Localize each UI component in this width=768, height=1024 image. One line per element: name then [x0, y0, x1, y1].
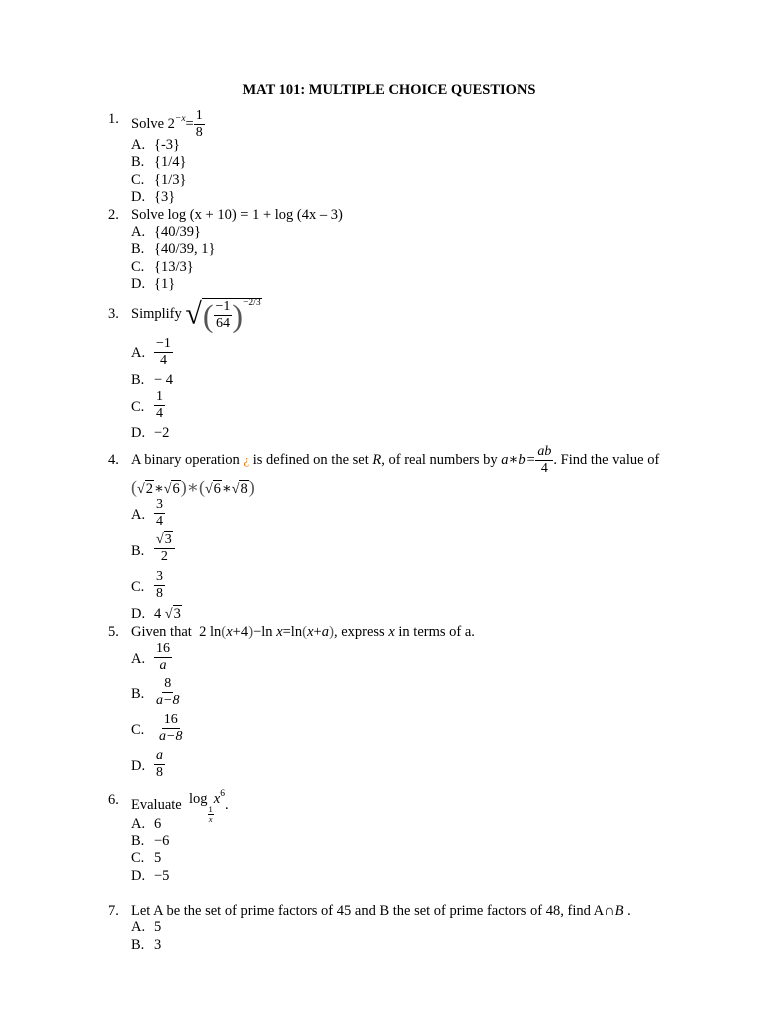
q5-opt-a-label: A.	[131, 651, 146, 667]
q1-number: 1.	[108, 111, 119, 127]
q4-text-part1: A binary operation	[131, 452, 240, 468]
q4-opt-c-fraction	[154, 570, 165, 601]
q4-opt-b-fraction	[154, 533, 175, 564]
q5-opt-d-den: 8	[156, 765, 163, 780]
radical-icon: √	[137, 482, 145, 497]
q2-opt-a-text: {40/39}	[154, 224, 201, 240]
radical-icon: √	[163, 482, 172, 497]
q1-opt-b-label: B.	[131, 154, 145, 170]
q6-text	[131, 789, 229, 829]
q4-opt-c-num: 3	[156, 569, 163, 584]
q4-opt-d	[154, 606, 182, 623]
q5-opt-d-label: D.	[131, 758, 146, 774]
q4-expression	[131, 479, 255, 498]
q4-opt-b-label: B.	[131, 543, 145, 559]
q2-opt-a-label: A.	[131, 224, 146, 240]
q5-eq-part5: )	[248, 624, 254, 640]
q1-opt-d-text: {3}	[154, 189, 176, 205]
q5-opt-b-label: B.	[131, 686, 145, 702]
q4-mid-op: )∗(	[180, 477, 205, 497]
q4-radicand-3: 6	[213, 481, 221, 497]
q1-opt-c-text: {1/3}	[154, 172, 187, 188]
q4-text-part2: is defined on the set	[252, 452, 369, 468]
q2-opt-d-label: D.	[131, 276, 146, 292]
q5-eq-part11: +	[313, 624, 322, 640]
page-title: MAT 101: MULTIPLE CHOICE QUESTIONS	[242, 82, 536, 98]
q5-eq-part10: x	[307, 624, 314, 640]
q6-var: x	[213, 791, 221, 807]
q4-star-2: ∗	[221, 481, 232, 497]
q3-frac-den: 64	[215, 316, 230, 331]
q5-opt-c-fraction	[157, 713, 184, 744]
q4-opt-a-label: A.	[131, 507, 146, 523]
radical-icon: √	[204, 482, 213, 497]
q6-base-num: 1	[208, 804, 213, 814]
q6-number: 6.	[108, 792, 119, 808]
q3-text	[131, 292, 262, 336]
q1-opt-b-text: {1/4}	[154, 154, 187, 170]
q4-opt-b	[154, 533, 175, 564]
q5-text-part3: in terms of a.	[398, 624, 475, 640]
q6-opt-d-label: D.	[131, 868, 146, 884]
q5-eq-part12: a	[321, 624, 329, 640]
q4-opt-a-fraction	[154, 498, 165, 529]
q5-eq-part1: 2 ln	[199, 624, 222, 640]
radical-icon: √	[231, 482, 240, 497]
q6-log: log	[188, 791, 208, 807]
q5-text	[131, 624, 475, 641]
q2-opt-b-label: B.	[131, 241, 145, 257]
q4-radicand-1: 2	[145, 481, 153, 497]
q4-opt-b-radicand: 3	[164, 532, 172, 547]
q2-number: 2.	[108, 207, 119, 223]
q6-exponent: 6	[220, 789, 225, 799]
q3-exponent: −2/3	[243, 297, 261, 308]
q2-text: Solve log (x + 10) = 1 + log (4x – 3)	[131, 207, 343, 223]
q3-opt-d-label: D.	[131, 425, 146, 441]
q5-number: 5.	[108, 624, 119, 640]
q5-opt-b-fraction	[154, 677, 181, 708]
q6-opt-b-text: −6	[154, 833, 170, 849]
q4-def-num: ab	[537, 444, 552, 460]
q5-eq-part3: x	[226, 624, 233, 640]
q7-set-b: B	[614, 903, 624, 919]
q3-opt-c	[154, 390, 165, 421]
q4-opt-d-label: D.	[131, 606, 146, 622]
q2-opt-b-text: {40/39, 1}	[154, 241, 216, 257]
q4-opt-b-num	[154, 533, 175, 549]
q5-opt-a-den: a	[159, 658, 167, 673]
q4-def-fraction	[535, 445, 553, 476]
q5-opt-a-fraction	[154, 642, 172, 673]
q1-opt-d-label: D.	[131, 189, 146, 205]
q1-opt-a-label: A.	[131, 137, 146, 153]
q3-opt-a-label: A.	[131, 345, 146, 361]
q5-opt-d-fraction	[154, 749, 165, 780]
q5-opt-c-num: 16	[163, 712, 178, 727]
q3-opt-b-text: − 4	[154, 372, 174, 388]
q3-number: 3.	[108, 306, 119, 322]
radical-icon: √	[185, 297, 202, 331]
q1-frac-den: 8	[195, 125, 203, 141]
q4-close-paren: )	[248, 477, 255, 497]
q1-exponent: −x	[174, 114, 186, 124]
q6-opt-b-label: B.	[131, 833, 145, 849]
q1-prefix: Solve	[131, 116, 165, 132]
q3-fraction	[214, 300, 233, 331]
q5-eq-part7: x	[276, 624, 283, 640]
q4-def-den: 4	[540, 461, 548, 477]
q4-open-paren: (	[131, 477, 137, 497]
radical-icon: √	[164, 607, 173, 622]
q3-opt-c-label: C.	[131, 399, 145, 415]
q2-opt-d-text: {1}	[154, 276, 176, 292]
q6-base-den: x	[208, 813, 213, 824]
q5-opt-b-num: 8	[164, 676, 172, 691]
q2-opt-c-text: {13/3}	[154, 259, 194, 275]
radical-icon: √	[156, 532, 164, 547]
q4-def-lhs: a∗b=	[501, 452, 536, 468]
q5-opt-a	[154, 642, 172, 673]
q5-var: x	[388, 624, 395, 640]
q4-opt-c-den: 8	[156, 586, 163, 601]
q4-opt-d-coef: 4	[154, 606, 162, 622]
q4-radicand-2: 6	[172, 481, 180, 497]
q5-eq-part2: (	[221, 624, 227, 640]
q5-opt-a-num: 16	[156, 641, 170, 656]
q6-opt-a-label: A.	[131, 816, 146, 832]
q7-opt-a-text: 5	[154, 919, 162, 935]
q5-opt-c-den: a−8	[159, 729, 183, 744]
q6-opt-c-text: 5	[154, 850, 162, 866]
q4-text-part4: . Find the value of	[553, 452, 660, 468]
q7-opt-a-label: A.	[131, 919, 146, 935]
q3-radicand	[202, 298, 262, 332]
q4-opt-a-den: 4	[156, 514, 163, 529]
q3-opt-c-den: 4	[156, 406, 163, 421]
q3-opt-c-num: 1	[156, 389, 163, 404]
q5-opt-d-num: a	[156, 748, 163, 763]
q5-eq-part8: =ln	[282, 624, 303, 640]
q5-opt-b-den: a−8	[156, 693, 180, 708]
q7-text-body: Let A be the set of prime factors of 45 and B the set of prime factors of 48, find A∩	[131, 903, 615, 919]
q4-opt-a-num: 3	[156, 497, 163, 512]
q6-prefix: Evaluate	[131, 797, 182, 813]
q5-opt-d	[154, 749, 165, 780]
q4-text-part3: , of real numbers by	[381, 452, 498, 468]
q3-opt-d-text: −2	[154, 425, 170, 441]
q4-opt-b-den: 2	[160, 549, 168, 564]
q5-text-part2: , express	[333, 624, 385, 640]
q3-opt-b-label: B.	[131, 372, 145, 388]
q1-opt-a-text: {-3}	[154, 137, 180, 153]
q4-star-1: ∗	[153, 481, 164, 497]
q6-suffix: .	[224, 797, 229, 813]
q4-set: R	[372, 452, 382, 468]
q6-opt-d-text: −5	[154, 868, 170, 884]
q5-text-part1: Given that	[131, 624, 192, 640]
q1-opt-c-label: C.	[131, 172, 145, 188]
q6-opt-a-text: 6	[154, 816, 162, 832]
q6-opt-c-label: C.	[131, 850, 145, 866]
q3-opt-a-fraction	[154, 337, 173, 368]
q4-number: 4.	[108, 452, 119, 468]
q4-opt-d-radicand: 3	[173, 606, 181, 622]
q1-base: 2	[167, 116, 175, 132]
q5-eq-part4: +4	[232, 624, 249, 640]
q1-fraction	[194, 109, 205, 140]
q5-opt-b	[154, 677, 181, 708]
q5-opt-c-label: C.	[131, 722, 145, 738]
q3-opt-c-fraction	[154, 390, 165, 421]
q5-eq-part9: (	[302, 624, 308, 640]
q5-opt-c	[157, 713, 184, 744]
q7-opt-b-text: 3	[154, 937, 162, 953]
q3-opt-a-den: 4	[159, 353, 167, 368]
q5-eq-part13: )	[328, 624, 334, 640]
q7-opt-b-label: B.	[131, 937, 145, 953]
q3-frac-num: −1	[215, 299, 231, 314]
q4-opt-a	[154, 498, 165, 529]
q7-suffix: .	[627, 903, 631, 919]
q4-text	[131, 443, 659, 477]
q3-prefix: Simplify	[131, 306, 182, 322]
q3-opt-a	[154, 337, 173, 368]
q7-text	[131, 903, 631, 920]
q1-text	[131, 102, 205, 141]
q4-opt-c	[154, 570, 165, 601]
left-paren-icon: (	[202, 297, 214, 334]
right-paren-icon: )	[232, 297, 244, 334]
q4-opt-c-label: C.	[131, 579, 145, 595]
q1-frac-num: 1	[195, 108, 203, 124]
q6-log-base	[208, 805, 214, 823]
q7-number: 7.	[108, 903, 119, 919]
q3-opt-a-num: −1	[156, 336, 171, 351]
q1-equals: =	[185, 116, 194, 132]
q4-radicand-4: 8	[240, 481, 248, 497]
q5-eq-part6: −ln	[253, 624, 273, 640]
q2-opt-c-label: C.	[131, 259, 145, 275]
operation-glyph-icon: ¿	[243, 452, 250, 467]
